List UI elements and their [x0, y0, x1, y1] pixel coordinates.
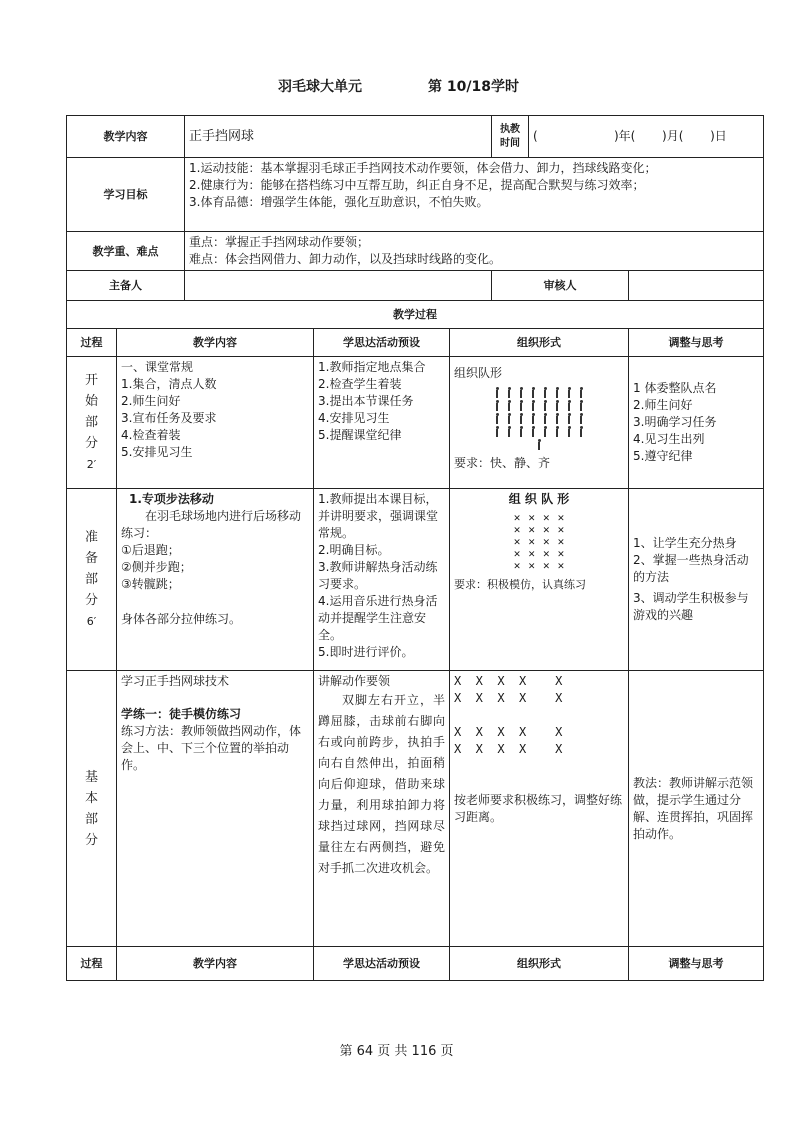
col-stage: 过程	[67, 329, 117, 357]
start-content: 一、课堂常规 1.集合，清点人数 2.师生问好 3.宣布任务及要求 4.检查着装 5.安排见习生	[117, 357, 314, 489]
key-points-label: 教学重、难点	[67, 232, 185, 271]
basic-content: 学习正手挡网球技术 学练一：徒手模仿练习 练习方法：教师领做挡网动作，体会上、中、下三个位置的举拍动作。	[117, 671, 314, 947]
start-activity: 1.教师指定地点集合 2.检查学生着装 3.提出本节课任务 4.安排见习生 5.提醒课堂纪律	[314, 357, 450, 489]
start-organization: 组织队形 要求：快、静、齐	[450, 357, 629, 489]
lesson-number: 第 10/18学时	[428, 79, 519, 95]
col-stage-footer: 过程	[67, 947, 117, 981]
key-points-text	[185, 232, 764, 271]
x-formation-figure: ✕ ✕ ✕ ✕ ✕ ✕ ✕ ✕ ✕ ✕ ✕ ✕ ✕ ✕ ✕ ✕ ✕ ✕ ✕ ✕	[513, 511, 565, 572]
basic-activity: 讲解动作要领 双脚左右开立，半蹲屈膝，击球前右脚向右或向前跨步，执拍手向右自然伸出，拍面稍向后仰迎球，借助来球力量，利用球拍卸力将球挡过球网，挡网球尽量往左右两侧挡，避免对手抓二次进攻机会。	[314, 671, 450, 947]
goal-item: 2.健康行为：能够在搭档练习中互帮互助，纠正自身不足，提高配合默契与练习效率；	[189, 178, 645, 192]
page-number: 第 64 页 共 116 页	[339, 1044, 454, 1059]
formation-figure	[454, 386, 624, 451]
basic-organization: X X X X X X X X X X X X X X X X X X X X 按老师要求积极练习，调整好练习距离。	[450, 671, 629, 947]
stage-basic: 基 本 部 分	[67, 671, 117, 947]
reviewer-value	[629, 271, 764, 301]
goal-item: 1.运动技能：基本掌握羽毛球正手挡网技术动作要领，体会借力、卸力，挡球线路变化；	[189, 161, 657, 175]
stage-start: 开 始 部 分 2′	[67, 357, 117, 489]
unit-title: 羽毛球大单元	[278, 79, 362, 95]
start-reflection: 1 体委整队点名 2.师生问好 3.明确学习任务 4.见习生出列 5.遵守纪律	[629, 357, 764, 489]
time-label: 执教时间	[492, 116, 529, 158]
prep-organization: 组 织 队 形 ✕ ✕ ✕ ✕ ✕ ✕ ✕ ✕ ✕ ✕ ✕ ✕ ✕ ✕ ✕ ✕ ✕ ✕ ✕ ✕ 要求：积极模仿，认真练习	[450, 489, 629, 671]
prep-content: 1.专项步法移动 在羽毛球场地内进行后场移动练习： ①后退跑； ②侧并步跑； ③转髋跳； 身体各部分拉伸练习。	[117, 489, 314, 671]
col-organization-footer: 组织形式	[450, 947, 629, 981]
stage-prep: 准 备 部 分 6′	[67, 489, 117, 671]
col-reflection-footer: 调整与思考	[629, 947, 764, 981]
col-reflection: 调整与思考	[629, 329, 764, 357]
key-point: 重点：掌握正手挡网球动作要领；	[189, 235, 370, 249]
preparer-value	[185, 271, 492, 301]
col-activity: 学思达活动预设	[314, 329, 450, 357]
col-organization: 组织形式	[450, 329, 629, 357]
prep-activity: 1.教师提出本课目标，并讲明要求，强调课堂常规。 2.明确目标。 3.教师讲解热身活动练习要求。 4.运用音乐进行热身活动并提醒学生注意安全。 5.即时进行评价。	[314, 489, 450, 671]
process-title: 教学过程	[67, 301, 764, 329]
key-point: 难点：体会挡网借力、卸力动作，以及挡球时线路的变化。	[189, 252, 502, 266]
col-activity-footer: 学思达活动预设	[314, 947, 450, 981]
goals-label: 学习目标	[67, 158, 185, 232]
time-value: ( )年( )月( )日	[529, 116, 764, 158]
preparer-label: 主备人	[67, 271, 185, 301]
goal-item: 3.体育品德：增强学生体能，强化互助意识，不怕失败。	[189, 195, 489, 209]
col-content-footer: 教学内容	[117, 947, 314, 981]
prep-reflection: 1、让学生充分热身 2、掌握一些热身活动的方法 3、调动学生积极参与游戏的兴趣	[629, 489, 764, 671]
goals-text	[185, 158, 764, 232]
content-value: 正手挡网球	[185, 116, 492, 158]
lesson-plan-table	[66, 115, 764, 981]
content-label: 教学内容	[67, 116, 185, 158]
reviewer-label: 审核人	[492, 271, 629, 301]
basic-reflection: 教法：教师讲解示范领做，提示学生通过分解、连贯挥拍，巩固挥拍动作。	[629, 671, 764, 947]
col-content: 教学内容	[117, 329, 314, 357]
